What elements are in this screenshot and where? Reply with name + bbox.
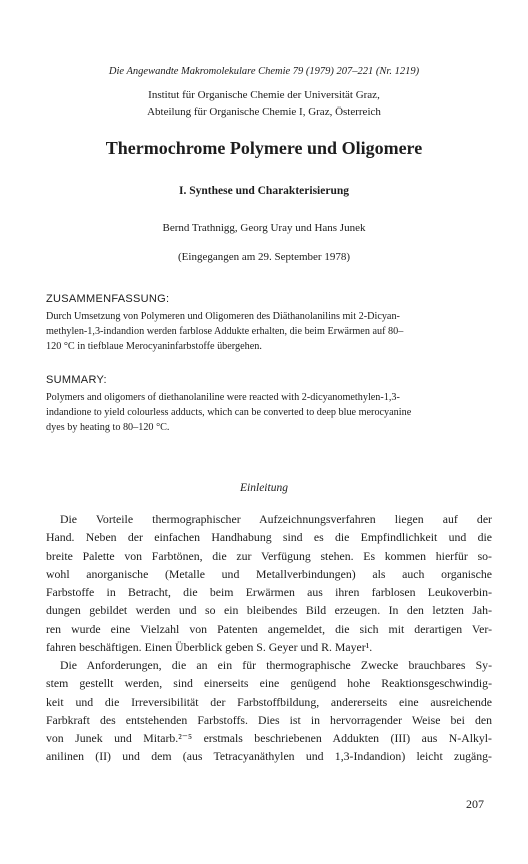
institution-line-2: Abteilung für Organische Chemie I, Graz, Österreich (147, 106, 381, 118)
text-line: breite Palette von Farbtönen, die zur Verfügung stehen. Es kommen hierfür so- (46, 548, 492, 563)
summary-text (46, 390, 486, 435)
zusammenfassung-line: Durch Umsetzung von Polymeren und Oligomeren des Diäthanolanilins mit 2-Dicyan- (46, 311, 400, 322)
text-line: dungen gebildet werden und so ein bleibendes Bild erzeugen. In den letzten Jah- (46, 603, 492, 618)
text-line: ren wurde eine Vielzahl von Patenten angemeldet, die sich mit derartigen Ver- (46, 621, 492, 636)
author-list: Bernd Trathnigg, Georg Uray und Hans Junek (162, 222, 366, 234)
text-line: Hand. Neben der einfachen Handhabung sind es die Empfindlichkeit und die (46, 530, 492, 545)
paragraph-2 (46, 656, 492, 766)
text-line: Farbstoffe in Betracht, die beim Erwärmen aus ihren farblosen Leukoverbin- (46, 585, 492, 600)
text-line: anilinen (II) und dem (aus Tetracyanäthylen und 1,3-Indandion) leicht zugäng- (46, 749, 492, 764)
summary-line: dyes by heating to 80–120 °C. (46, 422, 170, 433)
text-line: Farbkraft des entstehenden Farbstoffs. Dies ist in hervorragender Weise bei den (46, 712, 492, 727)
section-heading: Einleitung (240, 482, 288, 494)
text-line: von Junek und Mitarb.²⁻⁵ erstmals beschriebenen Addukten (III) aus N-Alkyl- (46, 731, 492, 746)
summary-heading: SUMMARY: (46, 374, 107, 386)
text-line: wohl anorganische (Metalle und Metallverbindungen) als auch organische (46, 566, 492, 581)
text-line: Die Anforderungen, die an ein für thermographische Zwecke brauchbares Sy- (60, 658, 492, 672)
zusammenfassung-line: 120 °C in tiefblaue Merocyaninfarbstoffe übergehen. (46, 341, 262, 352)
journal-citation: Die Angewandte Makromolekulare Chemie 79 (1979) 207–221 (Nr. 1219) (108, 66, 420, 77)
page-number: 207 (466, 797, 484, 811)
text-line: keit und die Irreversibilität der Farbstoffbildung, andererseits eine ausreichende (46, 694, 492, 709)
text-line: fahren beschäftigen. Einen Überblick geben S. Geyer und R. Mayer¹. (46, 640, 373, 655)
text-line: Die Vorteile thermographischer Aufzeichnungsverfahren liegen auf der (60, 512, 492, 526)
text-line: stem gestellt werden, sind einerseits eine genügend hohe Reaktionsgeschwindig- (46, 676, 492, 691)
paper-subtitle: I. Synthese und Charakterisierung (179, 185, 349, 197)
received-date: (Eingegangen am 29. September 1978) (178, 251, 350, 263)
zusammenfassung-line: methylen-1,3-indandion werden farblose Addukte erhalten, die beim Erwärmen auf 80– (46, 326, 404, 337)
institution-line-1: Institut für Organische Chemie der Universität Graz, (148, 89, 380, 101)
zusammenfassung-text (46, 309, 486, 354)
summary-line: indandione to yield colourless adducts, which can be converted to deep blue merocyanine (46, 407, 412, 418)
paper-title: Thermochrome Polymere und Oligomere (105, 138, 423, 158)
zusammenfassung-heading: ZUSAMMENFASSUNG: (46, 293, 170, 305)
paragraph-1 (46, 510, 492, 656)
summary-line: Polymers and oligomers of diethanolaniline were reacted with 2-dicyanomethylen-1,3- (46, 392, 400, 403)
